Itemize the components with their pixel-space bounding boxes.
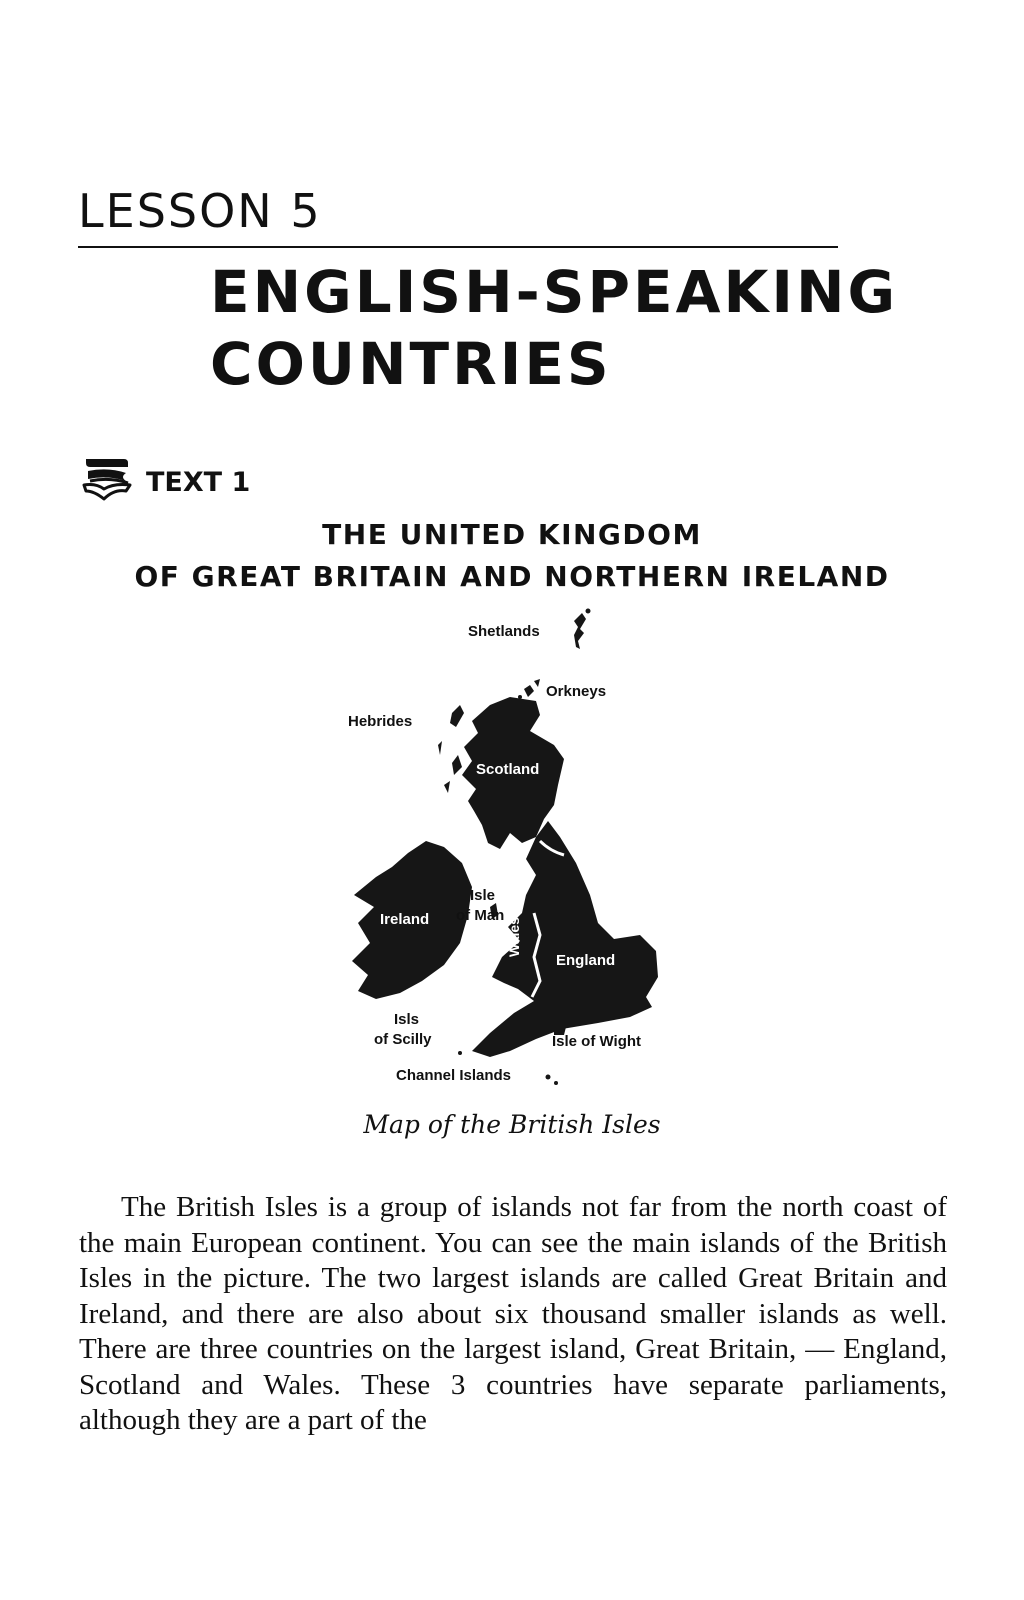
label-scilly-line-2: of Scilly	[374, 1031, 432, 1048]
label-isle-of-man-line-1: Isle	[470, 887, 496, 904]
lesson-number: LESSON 5	[78, 184, 322, 238]
text-heading	[60, 514, 964, 598]
label-orkneys: Orkneys	[546, 683, 607, 700]
label-ireland: Ireland	[380, 911, 430, 928]
label-wales: Wales	[506, 917, 522, 957]
label-isle-of-man-line-2: of Man	[456, 907, 505, 924]
label-channel-islands: Channel Islands	[396, 1067, 512, 1084]
map-shapes	[340, 605, 680, 1105]
map-caption: Map of the British Isles	[363, 1110, 661, 1139]
british-isles-map	[340, 605, 680, 1105]
label-isle-of-wight: Isle of Wight	[552, 1033, 642, 1050]
lesson-title-line-1: ENGLISH-SPEAKING	[210, 258, 899, 326]
label-hebrides: Hebrides	[348, 713, 413, 730]
lesson-title-line-2: COUNTRIES	[210, 330, 612, 398]
label-scilly-line-1: Isls	[394, 1011, 420, 1028]
label-scotland: Scotland	[476, 761, 540, 778]
text-number: TEXT 1	[146, 467, 251, 498]
heading-rule	[78, 246, 838, 248]
lesson-title	[210, 256, 898, 400]
label-shetlands: Shetlands	[468, 623, 540, 640]
books-icon	[80, 455, 136, 505]
label-england: England	[556, 952, 616, 969]
text-heading-line-2: OF GREAT BRITAIN AND NORTHERN IRELAND	[134, 560, 890, 593]
body-paragraph: The British Isles is a group of islands not far from the north coast of the main European continent. You can see the main islands of the British Isles in the picture. The two largest islands are called Great Britain and Ireland, and there are also about six thousand smaller islands as well. There are three countries on the largest island, Great Britain, — England, Scotland and Wales. These 3 countries have separate parliaments, although they are a part of the	[79, 1191, 947, 1436]
text-heading-line-1: THE UNITED KINGDOM	[322, 518, 702, 551]
